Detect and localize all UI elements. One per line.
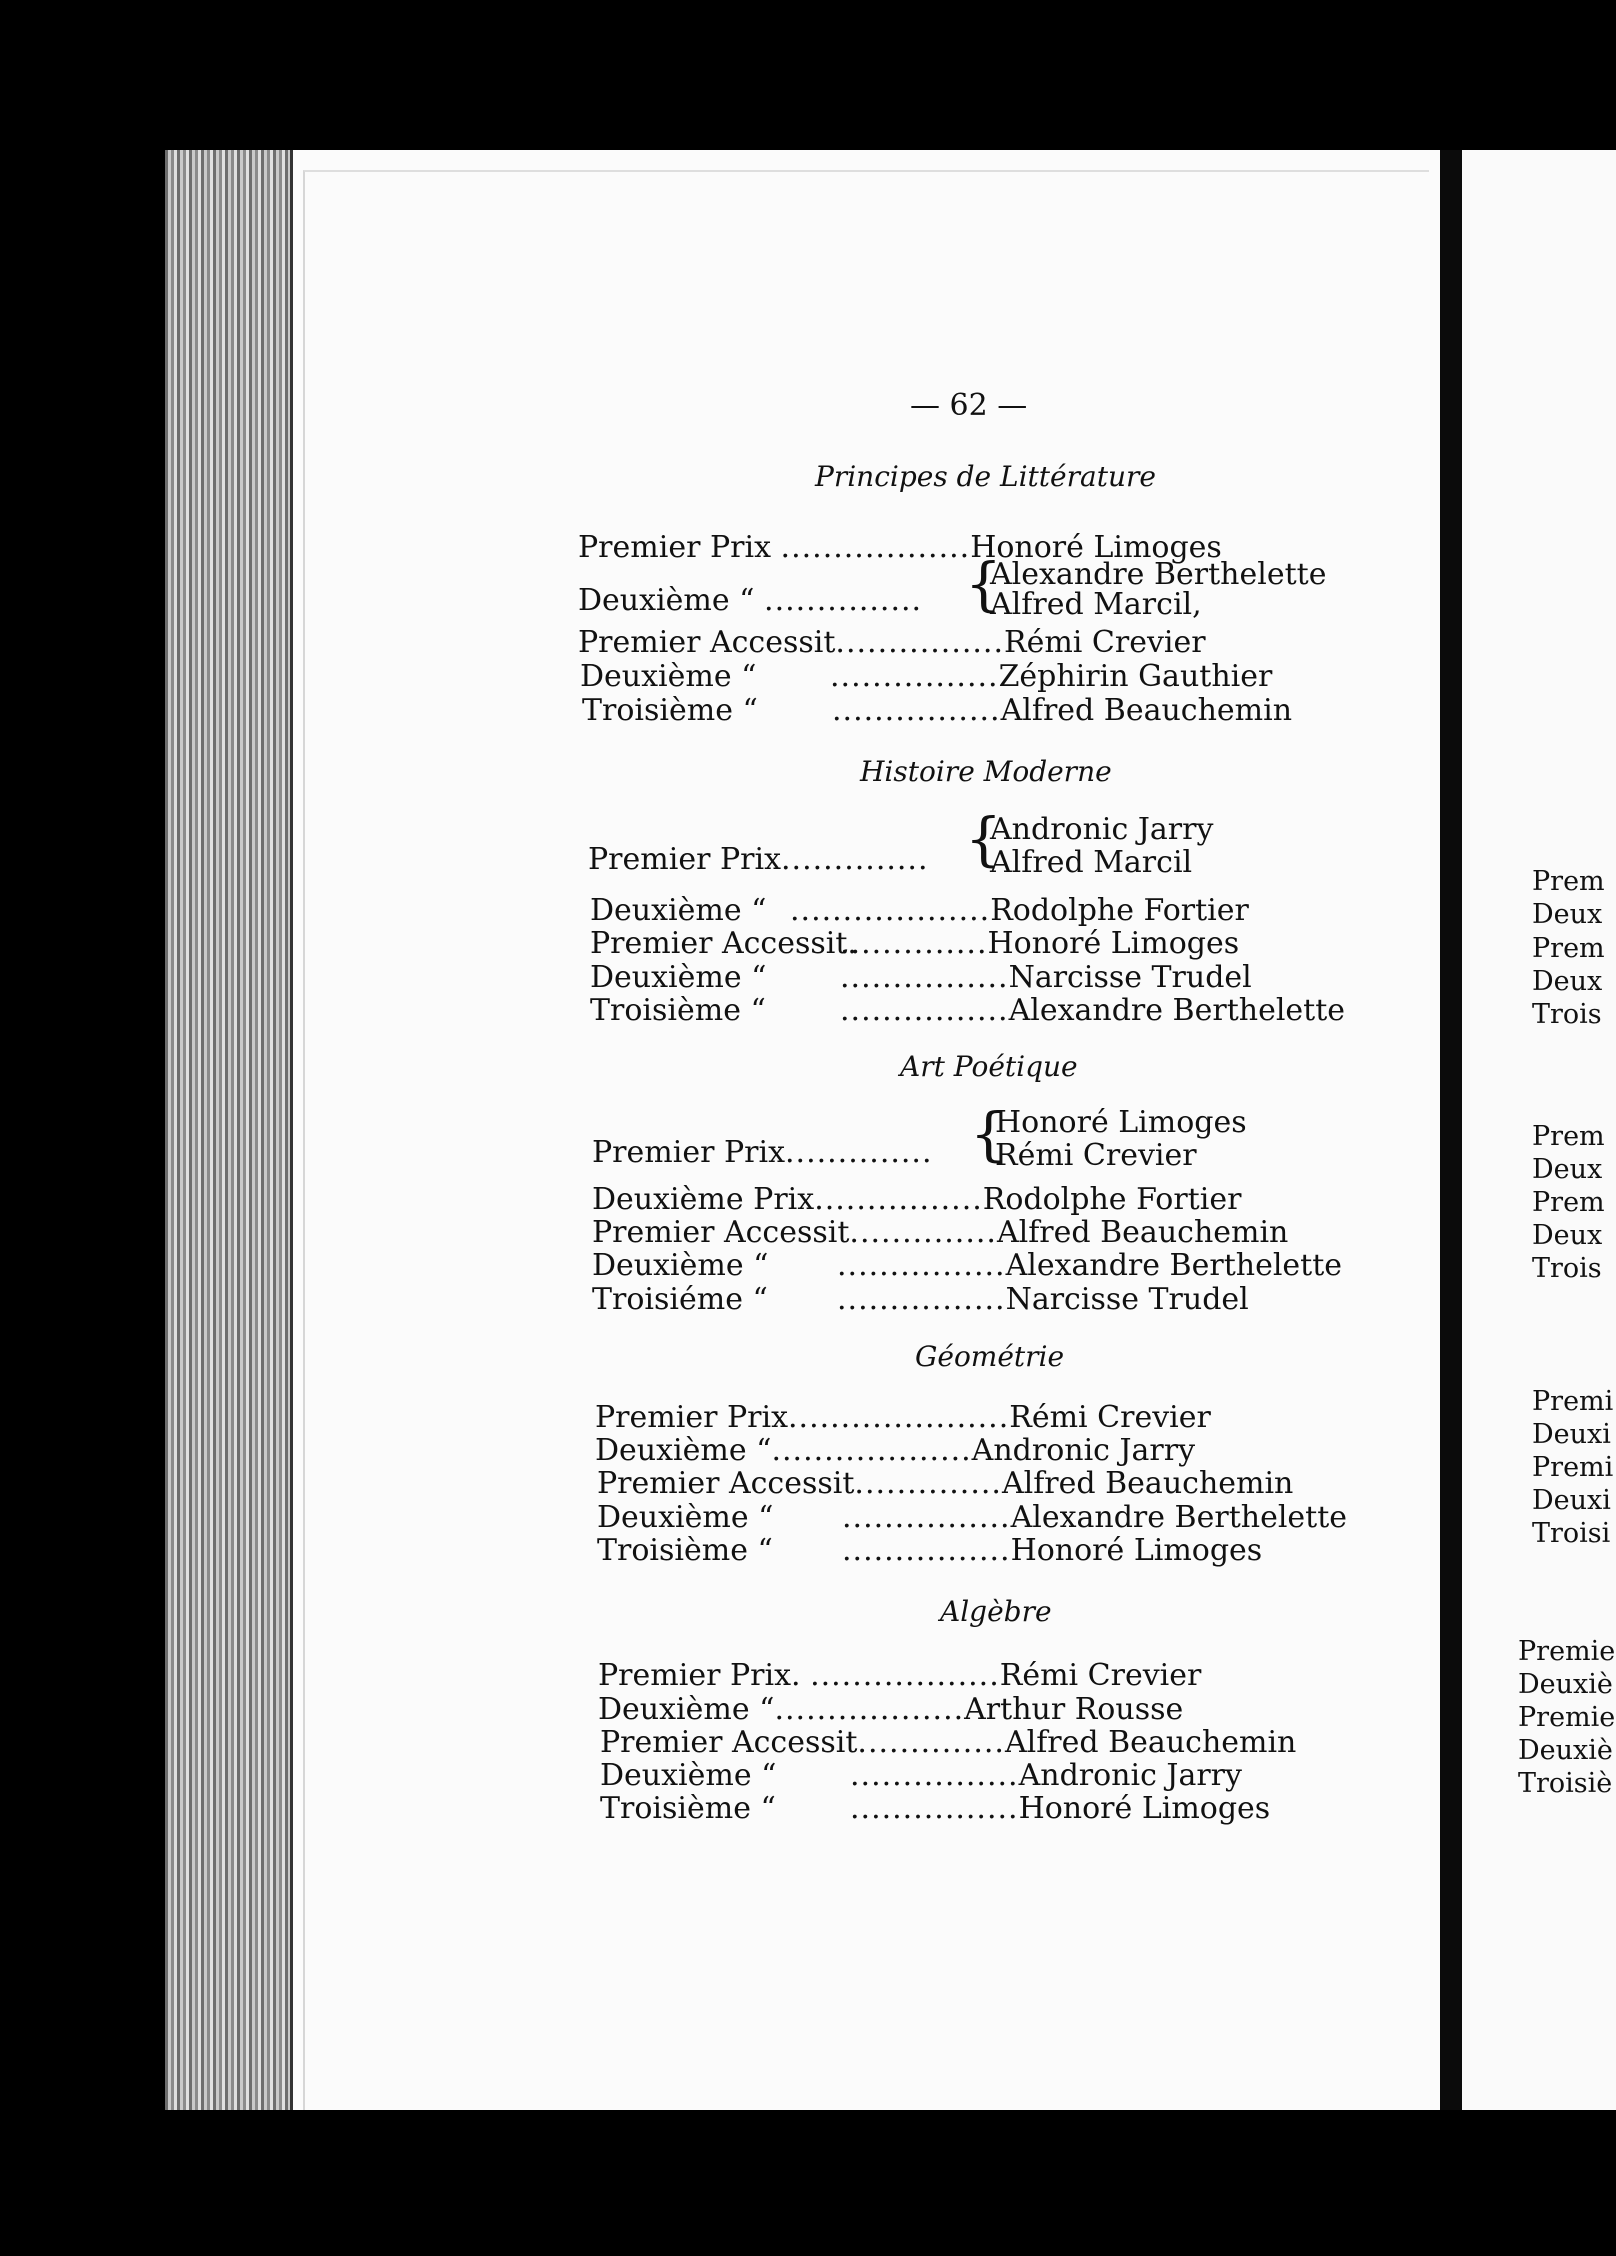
- next-page-line: Deuxi: [1532, 1485, 1611, 1516]
- section-title-litterature: Principes de Littérature: [815, 460, 1156, 493]
- list-item: Deuxième “ ...................Rodolphe Fortier: [590, 893, 1249, 928]
- list-item: Deuxième “ ................Zéphirin Gauthier: [580, 659, 1273, 694]
- list-item: Deuxième “...................Andronic Jarry: [595, 1433, 1196, 1468]
- section-title-algebre: Algèbre: [940, 1595, 1052, 1628]
- next-page-line: Prem: [1532, 1121, 1605, 1152]
- list-item: Premier Prix..............: [588, 842, 929, 877]
- next-page-fragment: [1462, 150, 1616, 2110]
- list-item: Troisième “ ................Honoré Limoges: [600, 1791, 1271, 1826]
- list-item: Premier Prix.....................Rémi Crevier: [595, 1400, 1211, 1435]
- next-page-line: Troisi: [1532, 1518, 1611, 1549]
- list-item: Premier Prix. ..................Rémi Crevier: [598, 1658, 1202, 1693]
- page-number: — 62 —: [910, 388, 1028, 423]
- next-page-line: Premie: [1518, 1636, 1616, 1667]
- next-page-line: Deuxiè: [1518, 1735, 1613, 1766]
- next-page-line: Premie: [1518, 1702, 1616, 1733]
- section-title-geometrie: Géométrie: [915, 1340, 1065, 1373]
- list-item: Troisième “ ................Alexandre Berthelette: [590, 993, 1346, 1028]
- list-item: Honoré Limoges: [995, 1105, 1247, 1140]
- list-item: Deuxième “ ...............: [578, 583, 923, 618]
- list-item: Alfred Marcil,: [990, 587, 1202, 622]
- next-page-line: Deuxiè: [1518, 1669, 1613, 1700]
- section-title-art-poetique: Art Poétique: [900, 1050, 1078, 1083]
- list-item: Deuxième “..................Arthur Rousse: [598, 1692, 1184, 1727]
- next-page-line: Trois: [1532, 1253, 1602, 1284]
- next-page-line: Deux: [1532, 899, 1603, 930]
- list-item: Deuxième “ ................Andronic Jarry: [600, 1758, 1242, 1793]
- next-page-line: Premi: [1532, 1452, 1614, 1483]
- list-item: Premier Accessit................Rémi Crevier: [578, 625, 1206, 660]
- next-page-line: Deuxi: [1532, 1419, 1611, 1450]
- section-title-histoire: Histoire Moderne: [860, 755, 1112, 788]
- list-item: Deuxième “ ................Narcisse Trudel: [590, 960, 1252, 995]
- next-page-line: Deux: [1532, 1220, 1603, 1251]
- list-item: Alexandre Berthelette: [990, 557, 1327, 592]
- list-item: Alfred Marcil: [990, 845, 1193, 880]
- list-item: Premier Prix ..................Honoré Limoges: [578, 530, 1222, 565]
- list-item: Premier Accessit..............Alfred Beauchemin: [600, 1725, 1297, 1760]
- list-item: Premier Accessit..............Alfred Beauchemin: [597, 1466, 1294, 1501]
- brace-bracket: {: [970, 1100, 1007, 1168]
- list-item: Premier Accessit...............Honoré Limoges: [590, 926, 1240, 961]
- next-page-line: Premi: [1532, 1386, 1614, 1417]
- next-page-line: Trois: [1532, 999, 1602, 1030]
- next-page-line: Deux: [1532, 966, 1603, 997]
- next-page-line: Deux: [1532, 1154, 1603, 1185]
- list-item: Andronic Jarry: [990, 812, 1214, 847]
- brace-bracket: {: [965, 550, 1002, 618]
- list-item: Deuxième “ ................Alexandre Berthelette: [597, 1500, 1348, 1535]
- list-item: Deuxième “ ................Alexandre Berthelette: [592, 1248, 1343, 1283]
- brace-bracket: {: [965, 805, 1002, 873]
- list-item: Troisiéme “ ................Narcisse Trudel: [592, 1282, 1249, 1317]
- list-item: Rémi Crevier: [995, 1138, 1197, 1173]
- next-page-line: Prem: [1532, 1187, 1605, 1218]
- list-item: Troisième “ ................Honoré Limoges: [597, 1533, 1263, 1568]
- list-item: Premier Accessit..............Alfred Beauchemin: [592, 1215, 1289, 1250]
- list-item: Premier Prix..............: [592, 1135, 933, 1170]
- next-page-line: Prem: [1532, 933, 1605, 964]
- next-page-line: Prem: [1532, 866, 1605, 897]
- book-gutter: [1440, 150, 1462, 2110]
- list-item: Deuxième Prix................Rodolphe Fortier: [592, 1182, 1242, 1217]
- list-item: Troisième “ ................Alfred Beauchemin: [582, 693, 1293, 728]
- next-page-line: Troisiè: [1518, 1768, 1613, 1799]
